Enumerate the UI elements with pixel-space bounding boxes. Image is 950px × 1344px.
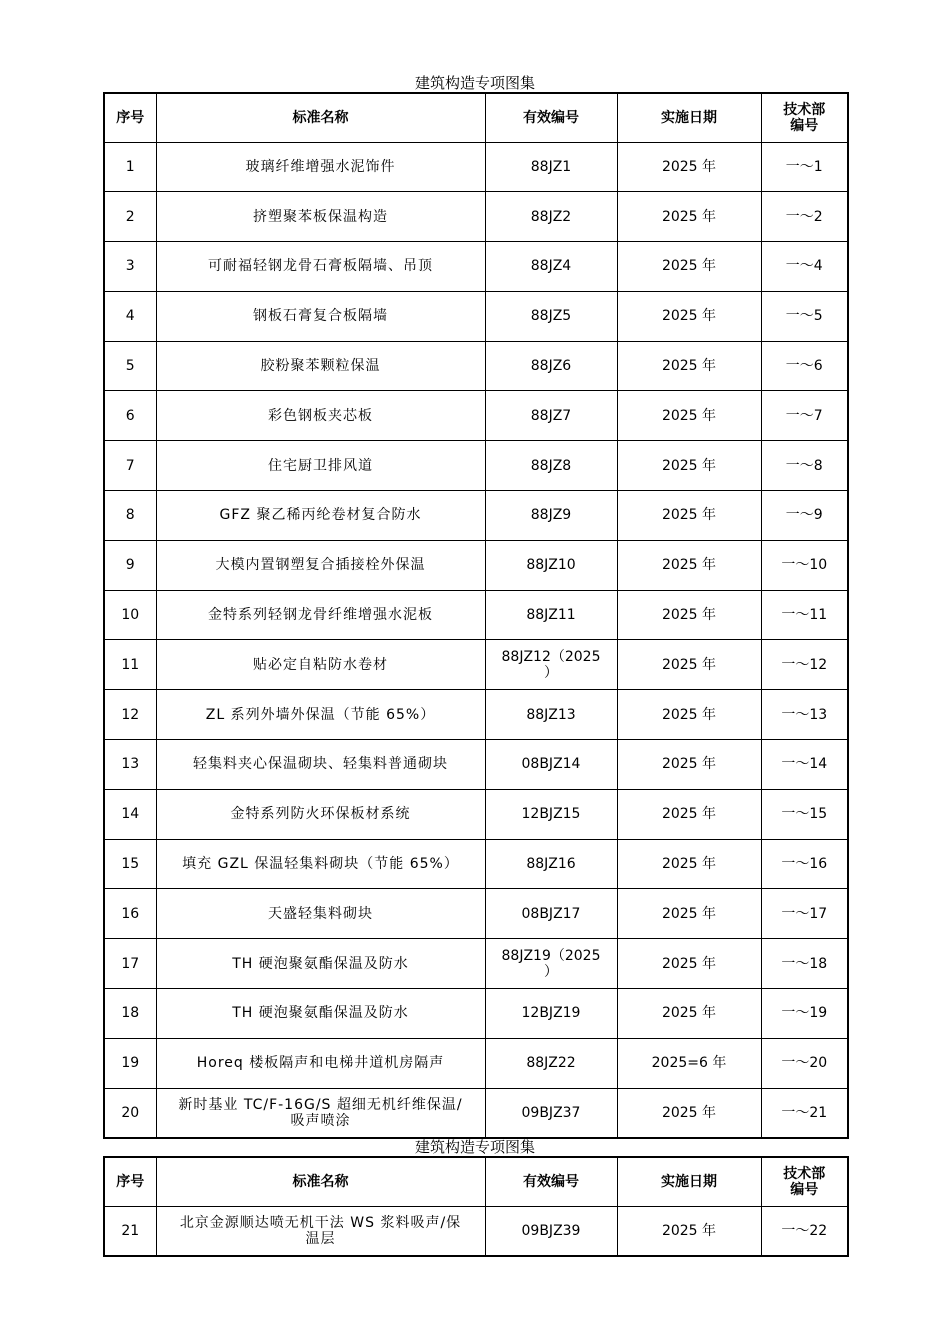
table-body <box>104 1206 848 1256</box>
cell-valid-code: 88JZ4 <box>485 242 617 292</box>
cell-serial-no: 3 <box>104 242 156 292</box>
header-standard-name: 标准名称 <box>156 1157 485 1206</box>
cell-serial-no: 18 <box>104 989 156 1039</box>
cell-effective-date: 2025 年 <box>617 789 761 839</box>
header-dept-code: 技术部 编号 <box>761 1157 848 1206</box>
cell-valid-code: 88JZ22 <box>485 1038 617 1088</box>
cell-dept-code: 一～7 <box>761 391 848 441</box>
cell-standard-name: ZL 系列外墙外保温（节能 65%） <box>156 690 485 740</box>
cell-effective-date: 2025 年 <box>617 391 761 441</box>
table-row <box>104 939 848 989</box>
cell-standard-name: 天盛轻集料砌块 <box>156 889 485 939</box>
header-valid-code: 有效编号 <box>485 93 617 142</box>
cell-valid-code: 09BJZ39 <box>485 1206 617 1256</box>
cell-standard-name: 大模内置钢塑复合插接栓外保温 <box>156 540 485 590</box>
cell-effective-date: 2025 年 <box>617 640 761 690</box>
cell-effective-date: 2025 年 <box>617 192 761 242</box>
table-row <box>104 391 848 441</box>
table-header <box>104 1157 848 1206</box>
cell-standard-name: 新时基业 TC/F-16G/S 超细无机纤维保温/ 吸声喷涂 <box>156 1088 485 1138</box>
cell-effective-date: 2025 年 <box>617 291 761 341</box>
cell-dept-code: 一～13 <box>761 690 848 740</box>
cell-valid-code: 88JZ19（2025 ） <box>485 939 617 989</box>
cell-dept-code: 一～12 <box>761 640 848 690</box>
cell-effective-date: 2025 年 <box>617 142 761 192</box>
cell-effective-date: 2025 年 <box>617 690 761 740</box>
cell-serial-no: 11 <box>104 640 156 690</box>
cell-dept-code: 一～6 <box>761 341 848 391</box>
cell-effective-date: 2025 年 <box>617 341 761 391</box>
cell-dept-code: 一～21 <box>761 1088 848 1138</box>
cell-effective-date: 2025 年 <box>617 1206 761 1256</box>
cell-valid-code: 08BJZ14 <box>485 740 617 790</box>
cell-serial-no: 14 <box>104 789 156 839</box>
cell-valid-code: 88JZ11 <box>485 590 617 640</box>
cell-dept-code: 一～19 <box>761 989 848 1039</box>
cell-dept-code: 一～14 <box>761 740 848 790</box>
cell-standard-name: 轻集料夹心保温砌块、轻集料普通砌块 <box>156 740 485 790</box>
table-row <box>104 590 848 640</box>
cell-effective-date: 2025 年 <box>617 590 761 640</box>
caption-1: 建筑构造专项图集 <box>414 74 535 92</box>
cell-valid-code: 12BJZ15 <box>485 789 617 839</box>
table-row <box>104 690 848 740</box>
cell-valid-code: 88JZ16 <box>485 839 617 889</box>
cell-dept-code: 一～17 <box>761 889 848 939</box>
cell-standard-name: 钢板石膏复合板隔墙 <box>156 291 485 341</box>
cell-effective-date: 2025=6 年 <box>617 1038 761 1088</box>
table-body <box>104 142 848 1138</box>
cell-serial-no: 2 <box>104 192 156 242</box>
cell-dept-code: 一～18 <box>761 939 848 989</box>
cell-standard-name: TH 硬泡聚氨酯保温及防水 <box>156 989 485 1039</box>
cell-standard-name: 胶粉聚苯颗粒保温 <box>156 341 485 391</box>
cell-dept-code: 一～5 <box>761 291 848 341</box>
cell-serial-no: 21 <box>104 1206 156 1256</box>
table-row <box>104 540 848 590</box>
cell-dept-code: 一～11 <box>761 590 848 640</box>
cell-valid-code: 88JZ5 <box>485 291 617 341</box>
cell-standard-name: Horeq 楼板隔声和电梯井道机房隔声 <box>156 1038 485 1088</box>
cell-serial-no: 8 <box>104 491 156 541</box>
cell-serial-no: 17 <box>104 939 156 989</box>
cell-serial-no: 20 <box>104 1088 156 1138</box>
cell-valid-code: 88JZ13 <box>485 690 617 740</box>
cell-valid-code: 88JZ10 <box>485 540 617 590</box>
cell-dept-code: 一～1 <box>761 142 848 192</box>
cell-standard-name: GFZ 聚乙稀丙纶卷材复合防水 <box>156 491 485 541</box>
cell-standard-name: 玻璃纤维增强水泥饰件 <box>156 142 485 192</box>
cell-valid-code: 88JZ7 <box>485 391 617 441</box>
cell-effective-date: 2025 年 <box>617 889 761 939</box>
table-row <box>104 491 848 541</box>
table-row <box>104 839 848 889</box>
cell-valid-code: 88JZ1 <box>485 142 617 192</box>
cell-valid-code: 09BJZ37 <box>485 1088 617 1138</box>
table-row <box>104 640 848 690</box>
cell-standard-name: 挤塑聚苯板保温构造 <box>156 192 485 242</box>
cell-dept-code: 一～15 <box>761 789 848 839</box>
cell-serial-no: 12 <box>104 690 156 740</box>
cell-effective-date: 2025 年 <box>617 740 761 790</box>
cell-serial-no: 13 <box>104 740 156 790</box>
table-row <box>104 1206 848 1256</box>
cell-effective-date: 2025 年 <box>617 989 761 1039</box>
header-serial-no: 序号 <box>104 93 156 142</box>
cell-valid-code: 12BJZ19 <box>485 989 617 1039</box>
cell-serial-no: 19 <box>104 1038 156 1088</box>
cell-dept-code: 一～10 <box>761 540 848 590</box>
cell-effective-date: 2025 年 <box>617 839 761 889</box>
table-row <box>104 192 848 242</box>
table-row <box>104 1088 848 1138</box>
cell-standard-name: 彩色钢板夹芯板 <box>156 391 485 441</box>
cell-valid-code: 88JZ12（2025 ） <box>485 640 617 690</box>
table-row <box>104 889 848 939</box>
header-standard-name: 标准名称 <box>156 93 485 142</box>
header-effective-date: 实施日期 <box>617 1157 761 1206</box>
cell-serial-no: 15 <box>104 839 156 889</box>
standards-table-1 <box>103 92 849 1139</box>
table-row <box>104 989 848 1039</box>
cell-standard-name: 金特系列轻钢龙骨纤维增强水泥板 <box>156 590 485 640</box>
cell-serial-no: 1 <box>104 142 156 192</box>
cell-valid-code: 08BJZ17 <box>485 889 617 939</box>
cell-valid-code: 88JZ9 <box>485 491 617 541</box>
cell-dept-code: 一～4 <box>761 242 848 292</box>
table-row <box>104 242 848 292</box>
table-header <box>104 93 848 142</box>
cell-dept-code: 一～9 <box>761 491 848 541</box>
cell-effective-date: 2025 年 <box>617 939 761 989</box>
table-row <box>104 142 848 192</box>
cell-dept-code: 一～8 <box>761 441 848 491</box>
cell-serial-no: 7 <box>104 441 156 491</box>
header-valid-code: 有效编号 <box>485 1157 617 1206</box>
cell-valid-code: 88JZ8 <box>485 441 617 491</box>
cell-standard-name: 可耐福轻钢龙骨石膏板隔墙、吊顶 <box>156 242 485 292</box>
cell-serial-no: 6 <box>104 391 156 441</box>
cell-serial-no: 16 <box>104 889 156 939</box>
cell-dept-code: 一～22 <box>761 1206 848 1256</box>
header-dept-code: 技术部 编号 <box>761 93 848 142</box>
table-row <box>104 291 848 341</box>
table-row <box>104 1038 848 1088</box>
cell-standard-name: 金特系列防火环保板材系统 <box>156 789 485 839</box>
table-row <box>104 789 848 839</box>
cell-effective-date: 2025 年 <box>617 242 761 292</box>
cell-effective-date: 2025 年 <box>617 1088 761 1138</box>
cell-standard-name: 住宅厨卫排风道 <box>156 441 485 491</box>
cell-serial-no: 9 <box>104 540 156 590</box>
table-row <box>104 740 848 790</box>
table-row <box>104 341 848 391</box>
cell-standard-name: 贴必定自粘防水卷材 <box>156 640 485 690</box>
cell-effective-date: 2025 年 <box>617 540 761 590</box>
header-effective-date: 实施日期 <box>617 93 761 142</box>
cell-valid-code: 88JZ2 <box>485 192 617 242</box>
cell-standard-name: TH 硬泡聚氨酯保温及防水 <box>156 939 485 989</box>
cell-serial-no: 10 <box>104 590 156 640</box>
cell-serial-no: 5 <box>104 341 156 391</box>
cell-standard-name: 填充 GZL 保温轻集料砌块（节能 65%） <box>156 839 485 889</box>
cell-dept-code: 一～2 <box>761 192 848 242</box>
caption-2: 建筑构造专项图集 <box>414 1138 535 1156</box>
cell-effective-date: 2025 年 <box>617 491 761 541</box>
cell-dept-code: 一～16 <box>761 839 848 889</box>
header-serial-no: 序号 <box>104 1157 156 1206</box>
table-row <box>104 441 848 491</box>
standards-table-2 <box>103 1156 849 1257</box>
cell-standard-name: 北京金源顺达喷无机干法 WS 浆料吸声/保 温层 <box>156 1206 485 1256</box>
cell-serial-no: 4 <box>104 291 156 341</box>
cell-dept-code: 一～20 <box>761 1038 848 1088</box>
cell-effective-date: 2025 年 <box>617 441 761 491</box>
cell-valid-code: 88JZ6 <box>485 341 617 391</box>
